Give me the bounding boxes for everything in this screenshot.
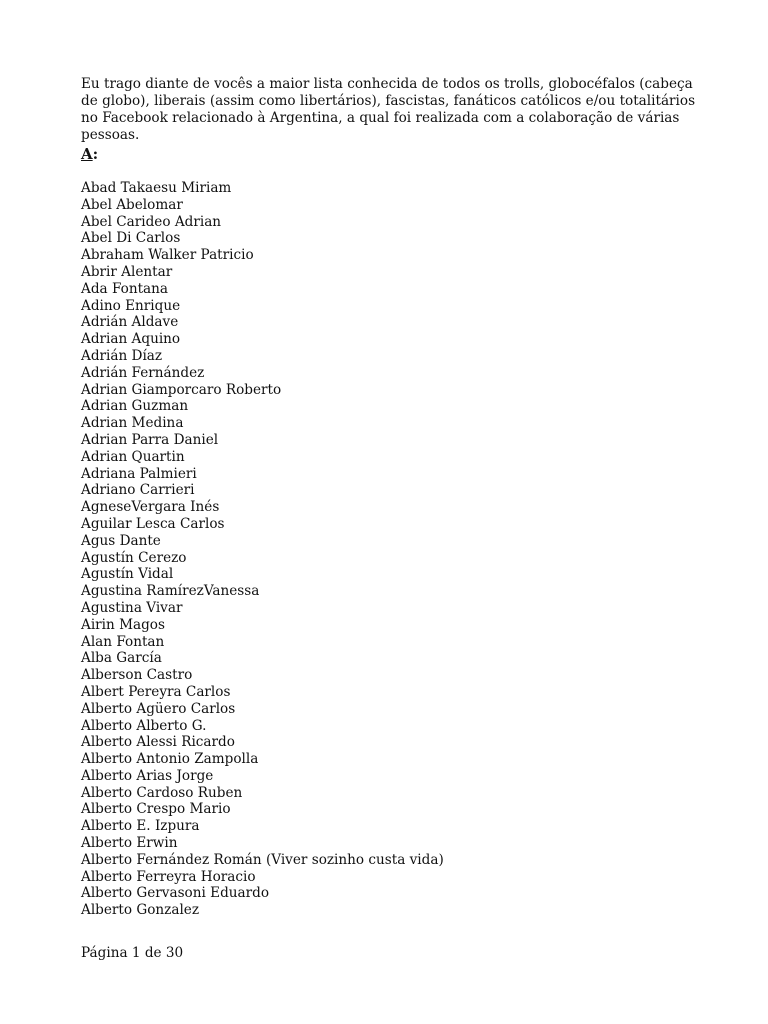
section-suffix: : <box>92 145 99 163</box>
list-item: Alberto E. Izpura <box>81 818 200 835</box>
list-item: Agustín Vidal <box>81 566 174 583</box>
intro-paragraph: Eu trago diante de vocês a maior lista conhecida de todos os trolls, globocéfalos (cabeça de globo), liberais (assim como libertários), fascistas, fanáticos católicos e/ou totalitários no Facebook relacionado à Argentina, a qual foi realizada com a colaboração de várias pessoas. <box>81 76 696 143</box>
list-item: Abrir Alentar <box>81 263 173 280</box>
list-item: Alberto Erwin <box>81 835 178 852</box>
list-item: Adrián Aldave <box>81 314 179 331</box>
list-item: Adino Enrique <box>81 297 181 314</box>
section-heading <box>81 144 98 164</box>
section-letter: A <box>81 145 93 163</box>
name-list <box>81 180 444 919</box>
list-item: Adrian Parra Daniel <box>81 431 219 448</box>
list-item: Adrián Díaz <box>81 347 163 364</box>
list-item: Alberto Antonio Zampolla <box>81 751 259 768</box>
list-item: Agustín Cerezo <box>81 549 187 566</box>
list-item: Alberson Castro <box>81 667 193 684</box>
list-item: Airin Magos <box>81 616 165 633</box>
list-item: Abad Takaesu Miriam <box>81 180 232 196</box>
list-item: Adrian Aquino <box>81 331 181 348</box>
list-item: Albert Pereyra Carlos <box>81 683 231 700</box>
page-number: Página 1 de 30 <box>81 945 184 961</box>
list-item: Alberto Arias Jorge <box>81 767 214 784</box>
list-item: AgneseVergara Inés <box>81 499 220 516</box>
list-item: Alberto Ferreyra Horacio <box>81 868 256 885</box>
list-item: Alba García <box>81 650 162 667</box>
list-item: Agustina RamírezVanessa <box>81 583 260 600</box>
list-item: Aguilar Lesca Carlos <box>81 515 225 532</box>
list-item: Adriano Carrieri <box>81 482 195 499</box>
list-item: Alberto Alberto G. <box>81 717 207 734</box>
list-item: Adrian Medina <box>81 415 184 432</box>
list-item: Alberto Gervasoni Eduardo <box>81 885 270 902</box>
list-item: Alberto Crespo Mario <box>81 801 231 818</box>
list-item: Adrian Giamporcaro Roberto <box>81 381 282 398</box>
list-item: Alberto Fernández Román (Viver sozinho custa vida) <box>81 851 444 868</box>
list-item: Adrian Quartin <box>81 448 185 465</box>
list-item: Abel Carideo Adrian <box>81 213 222 230</box>
list-item: Alberto Cardoso Ruben <box>81 784 243 801</box>
list-item: Adrián Fernández <box>81 364 205 381</box>
list-item: Agus Dante <box>81 532 161 549</box>
list-item: Alberto Agüero Carlos <box>81 700 236 717</box>
list-item: Abel Abelomar <box>81 196 183 213</box>
list-item: Ada Fontana <box>81 280 168 297</box>
list-item: Alberto Gonzalez <box>81 902 199 919</box>
list-item: Alan Fontan <box>81 633 165 650</box>
list-item: Abraham Walker Patricio <box>81 247 254 264</box>
list-item: Alberto Alessi Ricardo <box>81 734 235 751</box>
list-item: Adrian Guzman <box>81 398 189 415</box>
list-item: Adriana Palmieri <box>81 465 197 482</box>
list-item: Agustina Vivar <box>81 599 183 616</box>
list-item: Abel Di Carlos <box>81 230 181 247</box>
